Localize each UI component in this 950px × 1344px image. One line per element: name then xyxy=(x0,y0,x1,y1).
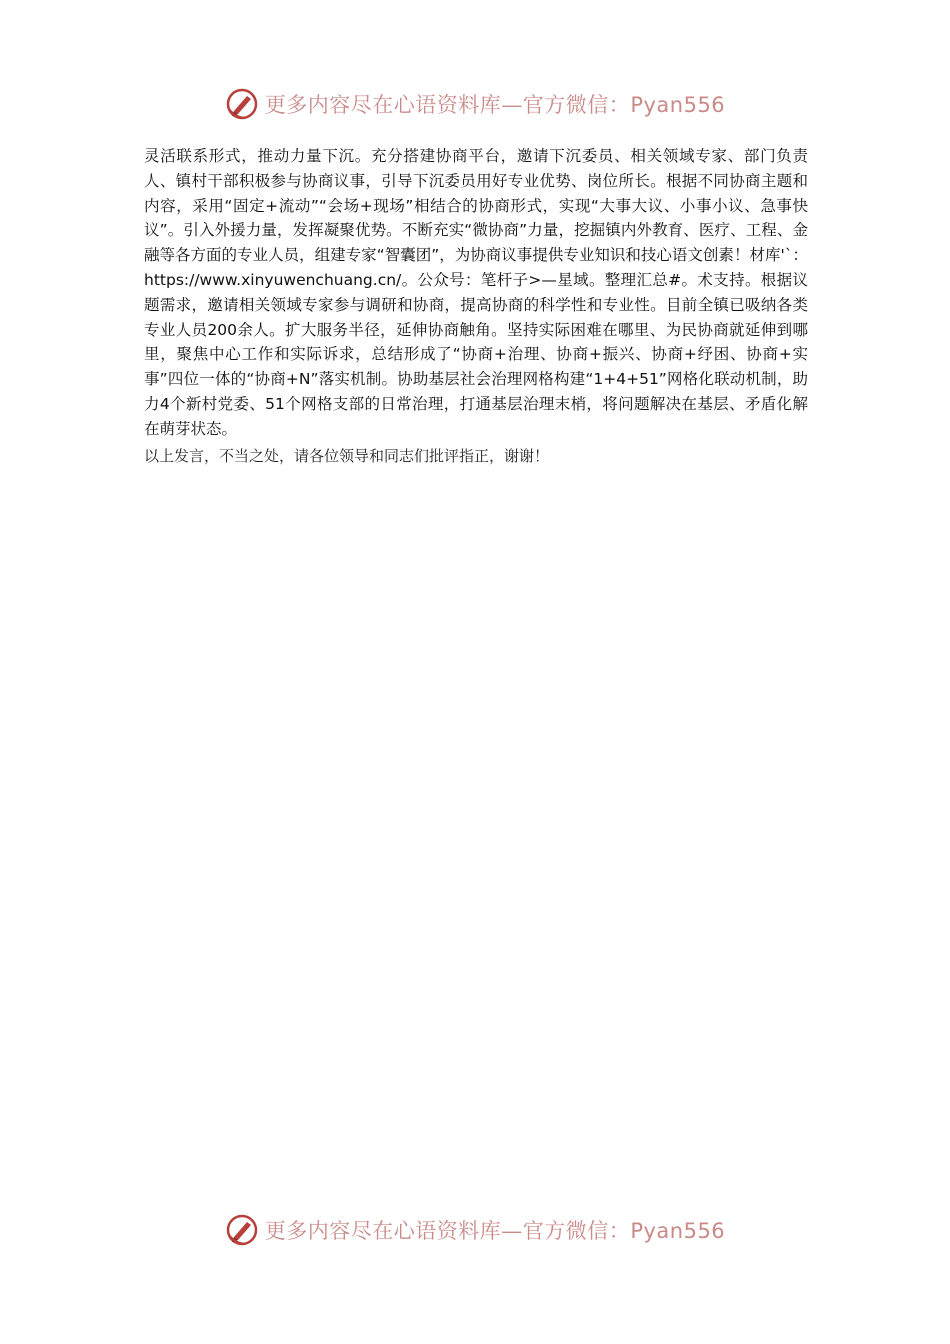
header-banner xyxy=(0,82,950,126)
banner-main-text: 更多内容尽在心语资料库—官方微信： xyxy=(264,93,631,117)
document-body xyxy=(144,144,808,468)
wechat-id: Pyan556 xyxy=(630,93,726,117)
wechat-id: Pyan556 xyxy=(630,1219,726,1243)
pen-logo-icon xyxy=(225,1213,259,1247)
closing-line: 以上发言，不当之处，请各位领导和同志们批评指正，谢谢！ xyxy=(144,446,550,465)
banner-text xyxy=(265,89,725,119)
banner-main-text: 更多内容尽在心语资料库—官方微信： xyxy=(264,1219,631,1243)
banner-text xyxy=(265,1215,725,1245)
footer-banner xyxy=(0,1208,950,1252)
body-paragraph: 灵活联系形式，推动力量下沉。充分搭建协商平台，邀请下沉委员、相关领域专家、部门负责人、镇村干部积极参与协商议事，引导下沉委员用好专业优势、岗位所长。根据不同协商主题和内容，采用“固定+流动”“会场+现场”相结合的协商形式，实现“大事大议、小事小议、急事快议”。引入外援力量，发挥凝聚优势。不断充实“微协商”力量，挖掘镇内外教育、医疗、工程、金融等各方面的专业人员，组建专家“智囊团”，为协商议事提供专业知识和技心语文创素！材库'`：https://www.xinyuwenchuang.cn/。公众号：笔杆子>—星域。整理汇总#。术支持。根据议题需求，邀请相关领域专家参与调研和协商，提高协商的科学性和专业性。目前全镇已吸纳各类专业人员200余人。扩大服务半径，延伸协商触角。坚持实际困难在哪里、为民协商就延伸到哪里，聚焦中心工作和实际诉求，总结形成了“协商+治理、协商+振兴、协商+纾困、协商+实事”四位一体的“协商+N”落实机制。协助基层社会治理网格构建“1+4+51”网格化联动机制，助力4个新村党委、51个网格支部的日常治理，打通基层治理末梢，将问题解决在基层、矛盾化解在萌芽状态。 xyxy=(144,147,808,438)
pen-logo-icon xyxy=(225,87,259,121)
